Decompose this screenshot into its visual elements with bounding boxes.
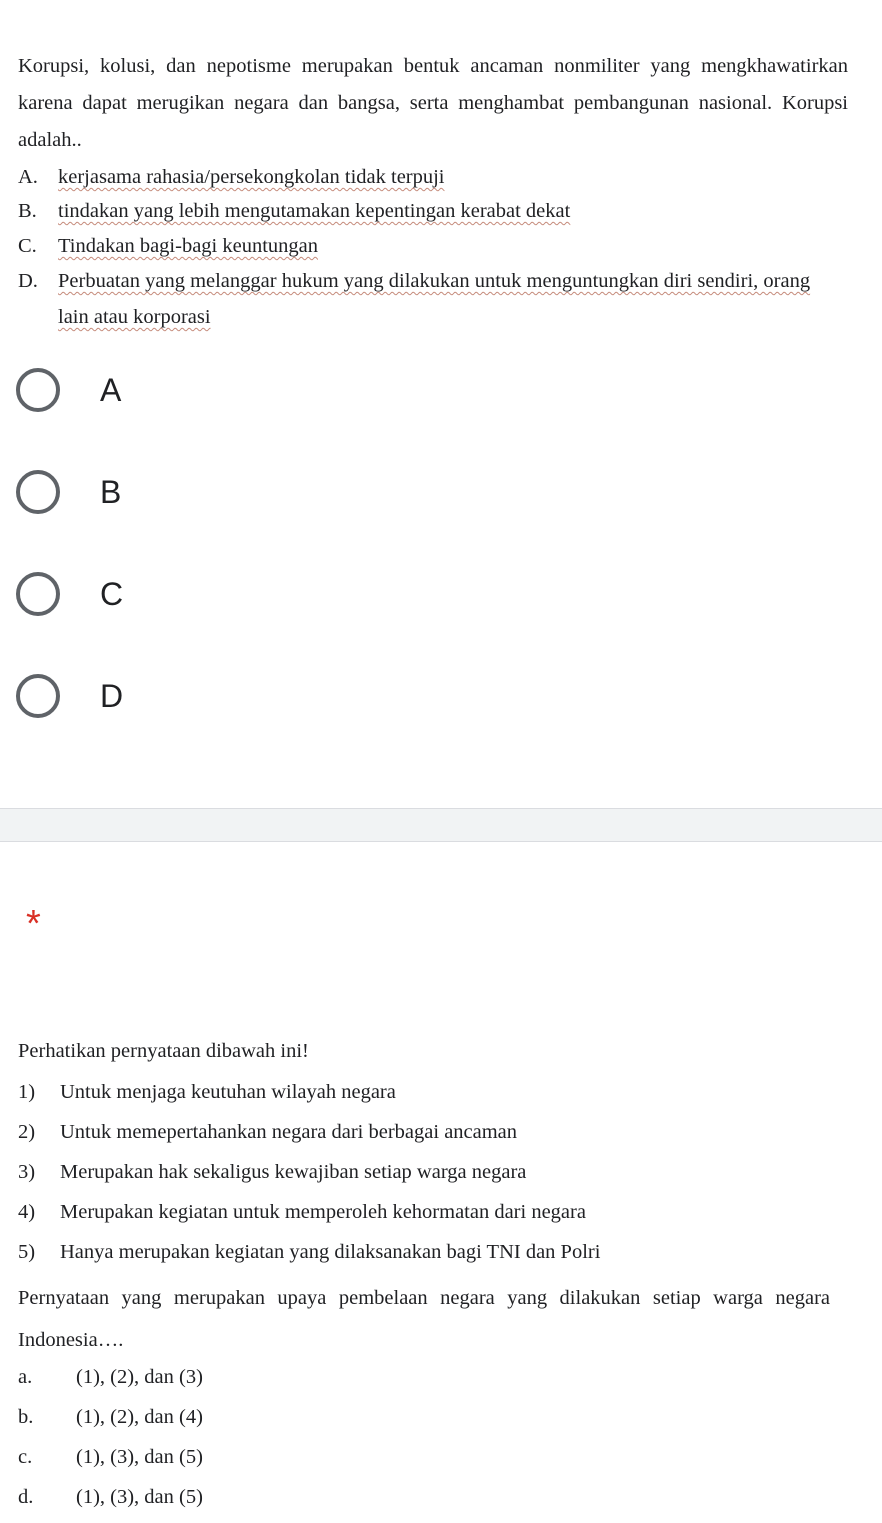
statement-item [18,1237,600,1267]
option-text: Tindakan bagi-bagi keuntungan [58,235,319,257]
statement-number: 3) [18,1161,36,1183]
statement-text: Untuk menjaga keutuhan wilayah negara [60,1081,396,1103]
option-letter: D. [18,270,38,292]
statement-text: Untuk memepertahankan negara dari berbagai ancaman [60,1121,518,1143]
statement-item [18,1157,526,1187]
option-text: Perbuatan yang melanggar hukum yang dilakukan untuk menguntungkan diri sendiri, orang [58,270,811,292]
statement-item [18,1197,586,1227]
option-letter: C. [18,235,37,257]
radio-label[interactable]: A [100,372,122,408]
radio-choice-b[interactable] [14,468,414,520]
option-letter: A. [18,166,38,188]
radio-choice-c[interactable] [14,570,414,622]
question1-option-d-continuation: lain atau korporasi [58,306,211,328]
statement-number: 5) [18,1241,36,1263]
statement-text: Merupakan hak sekaligus kewajiban setiap warga negara [60,1161,527,1183]
statement-text: Merupakan kegiatan untuk memperoleh kehormatan dari negara [60,1201,586,1223]
answer-option-b [18,1402,203,1432]
radio-button-icon[interactable] [16,368,60,412]
option-text: kerjasama rahasia/persekongkolan tidak terpuji [58,166,445,188]
statement-number: 2) [18,1121,36,1143]
answer-option-a [18,1362,203,1392]
radio-choice-d[interactable] [14,672,414,724]
question1-text: Korupsi, kolusi, dan nepotisme merupakan bentuk ancaman nonmiliter yang mengkhawatirkan karena dapat merugikan negara dan bangsa, serta menghambat pembangunan nasional. Korupsi adalah.. [18,55,848,151]
question1-option-a [18,162,445,192]
answer-option-c [18,1442,203,1472]
question1-image [0,0,882,340]
answer-text: (1), (3), dan (5) [76,1486,203,1508]
statement-item [18,1077,396,1107]
answer-text: (1), (2), dan (4) [76,1406,203,1428]
radio-label[interactable]: C [100,576,124,612]
radio-button-icon[interactable] [16,674,60,718]
answer-option-d [18,1482,203,1512]
answer-letter: b. [18,1406,34,1428]
question-divider [0,808,882,842]
question1-option-b [18,196,570,226]
radio-label[interactable]: B [100,474,122,510]
question1-option-c [18,231,318,261]
question2-intro: Perhatikan pernyataan dibawah ini! [18,1040,309,1062]
statement-number: 1) [18,1081,36,1103]
required-asterisk: * [26,903,41,945]
radio-button-icon[interactable] [16,470,60,514]
statement-number: 4) [18,1201,36,1223]
answer-text: (1), (3), dan (5) [76,1446,203,1468]
option-text: tindakan yang lebih mengutamakan kepentingan kerabat dekat [58,200,571,222]
radio-label[interactable]: D [100,678,124,714]
statement-text: Hanya merupakan kegiatan yang dilaksanakan bagi TNI dan Polri [60,1241,601,1263]
answer-letter: c. [18,1446,33,1468]
radio-choice-a[interactable] [14,366,414,418]
radio-button-icon[interactable] [16,572,60,616]
statement-item [18,1117,517,1147]
answer-text: (1), (2), dan (3) [76,1366,203,1388]
question2-prompt: Pernyataan yang merupakan upaya pembelaan negara yang dilakukan setiap warga negara Indonesia…. [18,1287,830,1351]
answer-letter: a. [18,1366,33,1388]
question1-option-d [18,266,810,296]
answer-letter: d. [18,1486,34,1508]
option-letter: B. [18,200,37,222]
